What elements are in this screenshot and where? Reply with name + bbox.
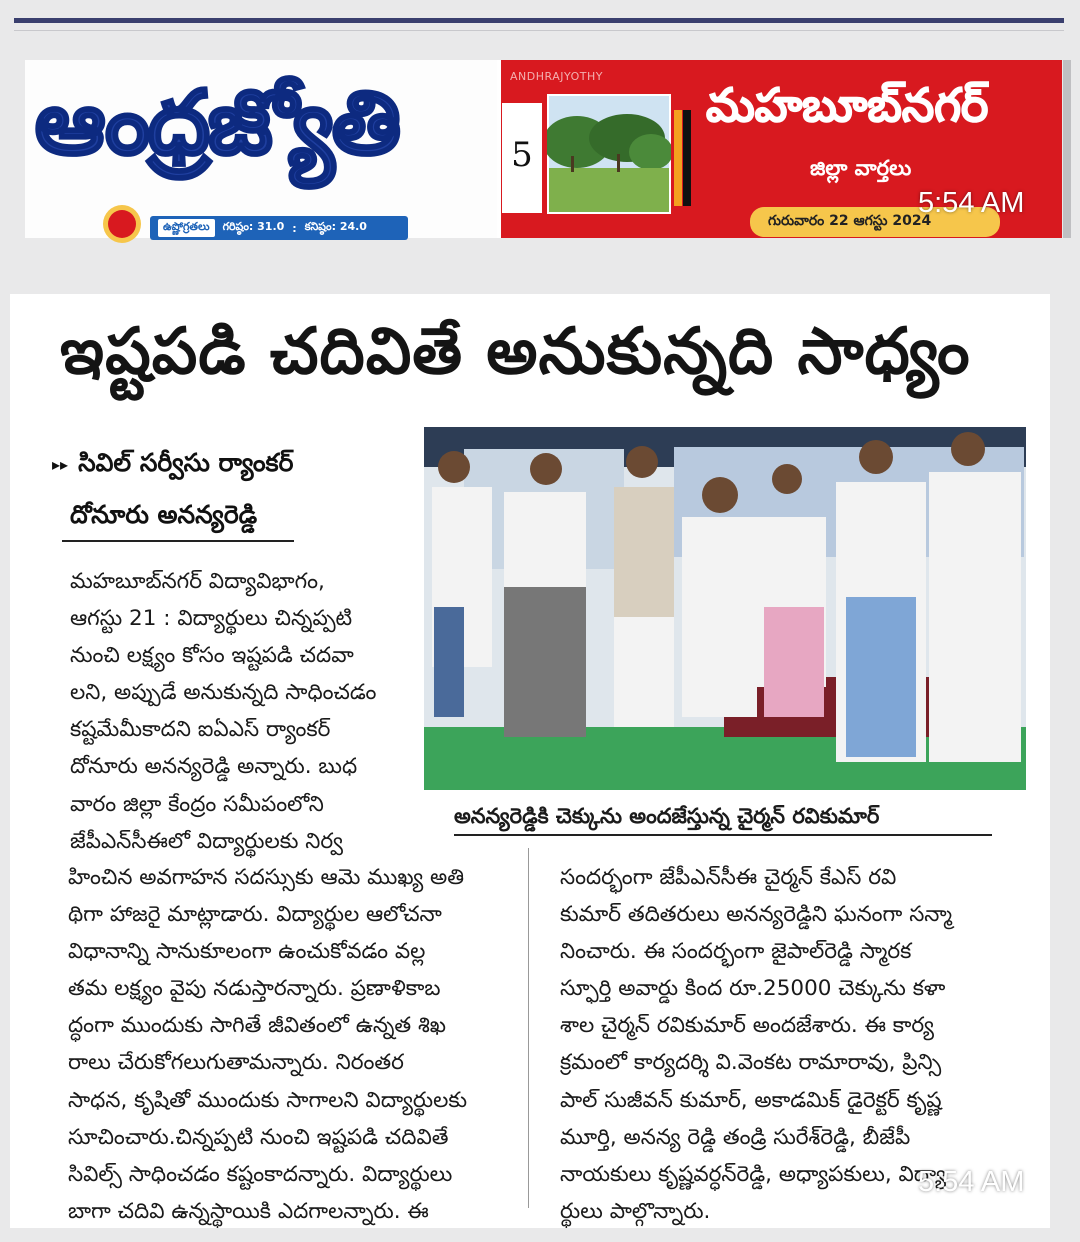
text-line: సాధన, కృషితో ముందుకు సాగాలని విద్యార్థులకు (68, 1087, 468, 1113)
weather-bar (150, 216, 408, 240)
text-line: మహబూబ్‌నగర్ విద్యావిభాగం, (70, 569, 325, 594)
newspaper-logo: ఆంధ్రజ్యోతి (35, 70, 399, 174)
district-subtitle: జిల్లా వార్తలు (810, 156, 912, 180)
weather-max: గరిష్ఠం: 31.0 (222, 220, 285, 233)
text-line: విధానాన్ని సానుకూలంగా ఉంచుకోవడం వల్ల (68, 939, 426, 965)
text-line: నుంచి లక్ష్యం కోసం ఇష్టపడి చదవా (70, 643, 354, 669)
text-line: జేపీఎన్‌సీఈలో విద్యార్థులకు నిర్వ (70, 828, 343, 854)
text-line: క్రమంలో కార్యదర్శి వి.వెంకట రామారావు, ప్రిన్సి (560, 1050, 942, 1076)
text-line: దోనూరు అనన్యరెడ్డి అన్నారు. బుధ (70, 754, 358, 780)
text-line: కుమార్ తదితరులు అనన్యరెడ్డిని ఘనంగా సన్మా (560, 902, 953, 928)
district-title: మహబూబ్‌నగర్ (706, 78, 989, 132)
weather-label: ఉష్ణోగ్రతలు (158, 219, 215, 237)
masthead-photo (547, 94, 671, 214)
subheading-1-text: సివిల్ సర్వీసు ర్యాంకర్ (78, 448, 294, 477)
brand-small-label: ANDHRAJYOTHY (510, 70, 603, 83)
text-line: బాగా చదివి ఉన్నస్థాయికి ఎదగాలన్నారు. ఈ (68, 1198, 429, 1224)
text-line: హించిన అవగాహన సదస్సుకు ఆమె ముఖ్య అతి (68, 865, 465, 890)
text-line: సివిల్స్ సాధించడం కష్టంకాదన్నారు. విద్యార్థులు (68, 1161, 453, 1187)
text-line: లని, అప్పుడే అనుకున్నది సాధించడం (70, 680, 377, 706)
decorative-color-bars (674, 110, 700, 206)
issue-date: గురువారం 22 ఆగస్టు 2024 (750, 207, 1000, 237)
text-line: తమ లక్ష్యం వైపు నడుస్తారన్నారు. ప్రణాళికాబ (68, 976, 441, 1002)
photo-caption: అనన్యరెడ్డికి చెక్కును అందజేస్తున్న చైర్మన్ రవికుమార్ (454, 804, 880, 828)
text-line: నించారు. ఈ సందర్భంగా జైపాల్‌రెడ్డి స్మారక (560, 939, 912, 965)
body-column-1-top (70, 563, 408, 860)
text-line: ఆగస్టు 21 : విద్యార్థులు చిన్నప్పటి (70, 606, 353, 632)
body-column-1-bottom (68, 859, 506, 1230)
text-line: ర్థులు పాల్గొన్నారు. (560, 1198, 711, 1224)
weather-sep: : (292, 221, 297, 235)
top-divider (14, 30, 1064, 31)
timestamp-overlay-top: 5:54 AM (918, 187, 1025, 219)
text-line: రాలు చేరుకోగలుగుతామన్నారు. నిరంతర (68, 1050, 404, 1076)
text-line: వారం జిల్లా కేంద్రం సమీపంలోని (70, 791, 324, 817)
top-rule (14, 18, 1064, 23)
text-line: పాల్ సుజీవన్ కుమార్, అకాడమిక్ డైరెక్టర్ కృష్ణ (560, 1087, 942, 1113)
text-line: శాల చైర్మన్ రవికుమార్ అందజేశారు. ఈ కార్య (560, 1013, 935, 1039)
side-edge (1063, 60, 1071, 238)
double-chevron-icon: ▸▸ (52, 454, 69, 474)
sun-icon (100, 200, 144, 244)
event-photo (424, 427, 1026, 790)
weather-min: కనిష్ఠం: 24.0 (304, 220, 367, 233)
text-line: కష్టమేమీకాదని ఐఏఎస్ ర్యాంకర్ (70, 717, 331, 743)
text-line: సూచించారు.చిన్నప్పటి నుంచి ఇష్టపడి చదివితే (68, 1124, 449, 1150)
timestamp-overlay-bottom: 5:54 AM (918, 1166, 1025, 1198)
text-line: ద్ధంగా ముందుకు సాగితే జీవితంలో ఉన్నత శిఖ (68, 1013, 447, 1039)
text-line: సందర్భంగా జేపీఎన్‌సీఈ చైర్మన్ కేఎస్ రవి (560, 865, 897, 890)
text-line: నాయకులు కృష్ణవర్ధన్‌రెడ్డి, అధ్యాపకులు, విద్యా (560, 1161, 946, 1187)
text-line: మూర్తి, అనన్య రెడ్డి తండ్రి సురేశ్‌రెడ్డి, బీజేపీ (560, 1124, 911, 1150)
subheading-underline (62, 540, 294, 542)
subheading-2: దోనూరు అనన్యరెడ్డి (70, 500, 258, 529)
headline: ఇష్టపడి చదివితే అనుకున్నది సాధ్యం (60, 315, 971, 389)
subheading-1 (52, 448, 293, 484)
text-line: థిగా హాజరై మాట్లాడారు. విద్యార్థుల ఆలోచనా (68, 902, 442, 928)
text-line: స్ఫూర్తి అవార్డు కింద రూ.25000 చెక్కును కళా (560, 976, 946, 1002)
column-divider (528, 848, 529, 1208)
caption-underline (454, 834, 992, 836)
page-number: 5 (511, 135, 533, 175)
